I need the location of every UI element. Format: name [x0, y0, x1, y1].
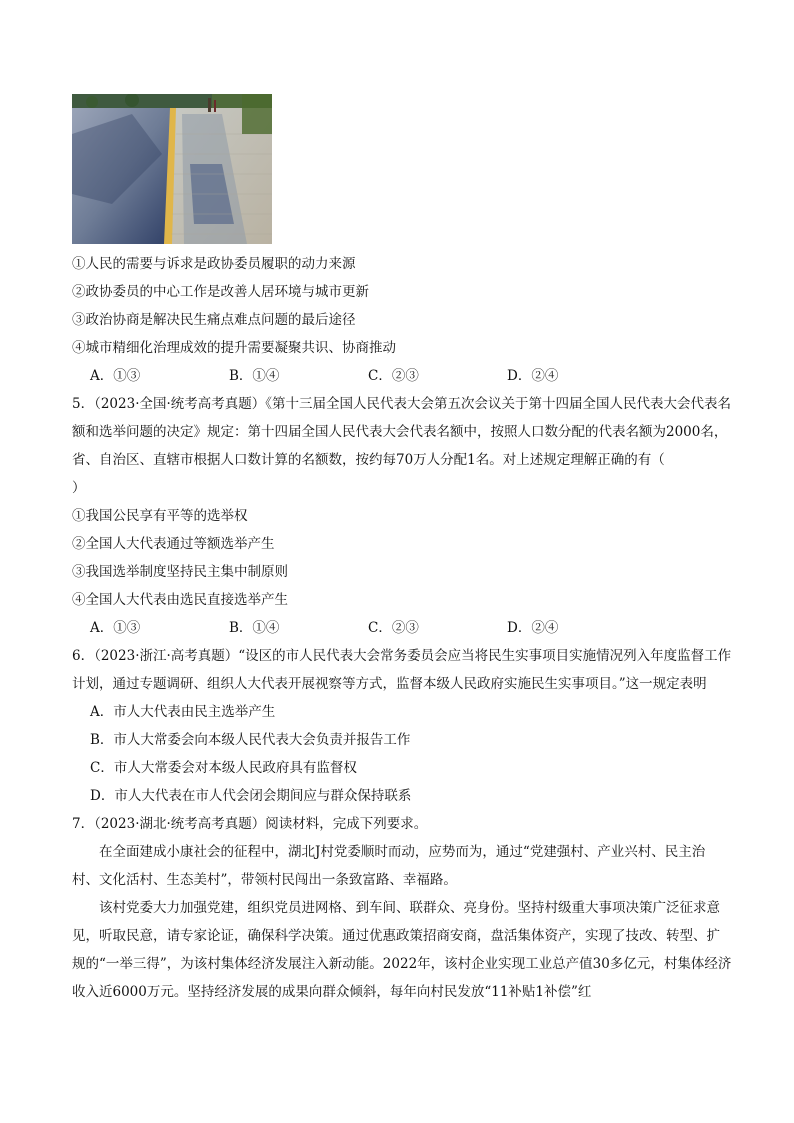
q4-option-c[interactable]: C．②③ [368, 368, 419, 384]
q7-paragraph-2: 该村党委大力加强党建，组织党员进网格、到车间、联群众、亮身份。坚持村级重大事项决策广泛征求意见，听取民意，请专家论证，确保科学决策。通过优惠政策招商安商，盘活集体资产，实现了技改、转型、扩规的“一举三得”，为该村集体经济发展注入新动能。2022年，该村企业实现工业总产值30多亿元，村集体经济收入近6000万元。坚持经济发展的成果向群众倾斜，每年向村民发放“11补贴1补偿”红 [72, 900, 732, 1000]
question-content [72, 250, 732, 1006]
street-scene-image [72, 94, 272, 244]
q5-option-d[interactable]: D．②④ [507, 620, 559, 636]
q5-statement-1: ①我国公民享有平等的选举权 [72, 508, 248, 524]
q5-option-a[interactable]: A．①③ [90, 620, 141, 636]
q5-option-b[interactable]: B．①④ [229, 620, 280, 636]
q4-option-d[interactable]: D．②④ [507, 368, 559, 384]
q6-choice-c[interactable]: C．市人大常委会对本级人民政府具有监督权 [90, 760, 357, 776]
q4-option-a[interactable]: A．①③ [90, 368, 141, 384]
q5-text: 5．（2023·全国·统考高考真题）《第十三届全国人民代表大会第五次会议关于第十四届全国人民代表大会代表名额和选举问题的决定》规定：第十四届全国人民代表大会代表名额中，按照人口数分配的代表名额为2000名，省、自治区、直辖市根据人口数计算的名额数，按约每70万人分配1名。对上述规定理解正确的有（ [72, 396, 732, 468]
q6-choice-d[interactable]: D．市人大代表在市人代会闭会期间应与群众保持联系 [90, 788, 412, 804]
q4-options [72, 362, 732, 390]
q6-choice-b[interactable]: B．市人大常委会向本级人民代表大会负责并报告工作 [90, 732, 411, 748]
q4-statement-3: ③政治协商是解决民生痛点难点问题的最后途径 [72, 312, 356, 328]
q5-close: ） [72, 480, 86, 496]
street-photo [72, 94, 272, 244]
q4-option-b[interactable]: B．①④ [229, 368, 280, 384]
q6-stem: 6．（2023·浙江·高考真题）“设区的市人民代表大会常务委员会应当将民生实事项目实施情况列入年度监督工作计划，通过专题调研、组织人大代表开展视察等方式，监督本级人民政府实施民生实事项目。”这一规定表明 [72, 648, 732, 692]
q4-statement-4: ④城市精细化治理成效的提升需要凝聚共识、协商推动 [72, 340, 396, 356]
q5-stem [72, 390, 732, 502]
q5-statement-3: ③我国选举制度坚持民主集中制原则 [72, 564, 288, 580]
q5-options [72, 614, 732, 642]
q7-paragraph-1: 在全面建成小康社会的征程中，湖北J村党委顺时而动，应势而为，通过“党建强村、产业兴村、民主治村、文化活村、生态美村”，带领村民闯出一条致富路、幸福路。 [72, 844, 706, 888]
q5-option-c[interactable]: C．②③ [368, 620, 419, 636]
q6-choice-a[interactable]: A．市人大代表由民主选举产生 [90, 704, 276, 720]
q5-statement-4: ④全国人大代表由选民直接选举产生 [72, 592, 288, 608]
q7-stem: 7．（2023·湖北·统考高考真题）阅读材料，完成下列要求。 [72, 816, 428, 832]
q4-statement-2: ②政协委员的中心工作是改善人居环境与城市更新 [72, 284, 369, 300]
q5-statement-2: ②全国人大代表通过等额选举产生 [72, 536, 275, 552]
q4-statement-1: ①人民的需要与诉求是政协委员履职的动力来源 [72, 256, 356, 272]
